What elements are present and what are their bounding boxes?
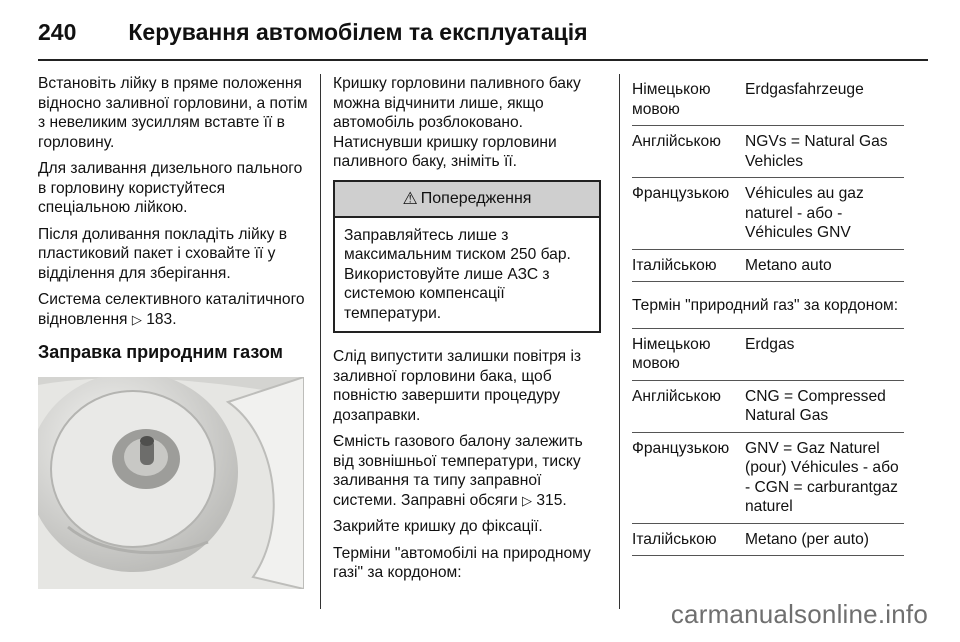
paragraph: Після доливання покладіть лійку в пластиковий пакет і сховайте її у відділення для зберігання.	[38, 225, 288, 282]
paragraph: Встановіть лійку в пряме положення відносно заливної горловини, а потім з невеликим зусиллям вставте її в горловину.	[38, 75, 308, 151]
terms-table-gas	[632, 329, 904, 557]
warning-box	[333, 180, 601, 334]
paragraph: Для заливання дизельного пального в горловину користуйтеся спеціальною лійкою.	[38, 160, 303, 216]
term-cell: Metano (per auto)	[745, 530, 869, 548]
warning-text: Заправляйтесь лише з максимальним тиском 250 бар. Використовуйте лише АЗС з системою компенсації температури.	[344, 226, 571, 322]
language-cell: Італійською	[632, 256, 717, 274]
warning-header	[335, 182, 599, 218]
column-divider	[320, 74, 321, 609]
paragraph	[333, 432, 603, 510]
column-right	[632, 74, 904, 556]
language-cell: Німецькою мовою	[632, 335, 711, 372]
table-row	[632, 126, 904, 178]
paragraph-text: Ємність газового балону залежить від зовнішньої температури, тиску заливання та типу заправної системи. Заправні обсяги	[333, 433, 583, 509]
fuel-filler-photo	[38, 377, 304, 589]
column-left	[38, 74, 310, 589]
terms-table-vehicles	[632, 74, 904, 282]
table-row	[632, 524, 904, 557]
table-row	[632, 329, 904, 381]
fuel-filler-illustration	[38, 377, 304, 589]
watermark: carmanualsonline.info	[670, 599, 928, 629]
term-cell: Véhicules au gaz naturel - або - Véhicules GNV	[745, 185, 864, 241]
term-cell: GNV = Gaz Naturel (pour) Véhicules - або - CGN = carburantgaz naturel	[745, 439, 899, 515]
paragraph: Кришку горловини паливного баку можна відчинити лише, якщо автомобіль розблоковано. Натиснувши кришку горловини паливного баку, зніміть її.	[333, 75, 581, 170]
term-cell: NGVs = Natural Gas Vehicles	[745, 133, 888, 170]
page-reference-icon: ▷	[522, 492, 533, 508]
table-row	[632, 381, 904, 433]
term-cell: Erdgasfahrzeuge	[745, 81, 864, 98]
term-cell: Erdgas	[745, 335, 795, 353]
paragraph-text: Система селективного каталітичного відновлення	[38, 291, 305, 328]
paragraph: Терміни "автомобілі на природному газі" за кордоном:	[333, 544, 591, 581]
column-divider	[619, 74, 620, 609]
reference-link[interactable]: 183.	[146, 310, 177, 328]
warning-triangle-icon: ⚠	[402, 188, 418, 208]
warning-title: Попередження	[420, 189, 532, 207]
language-cell: Німецькою мовою	[632, 81, 711, 118]
paragraph: Термін "природний газ" за кордоном:	[632, 297, 899, 314]
language-cell: Французькою	[632, 439, 730, 457]
language-cell: Французькою	[632, 185, 730, 202]
page-reference-icon: ▷	[131, 311, 142, 327]
column-middle	[333, 74, 603, 590]
term-cell: CNG = Compressed Natural Gas	[745, 387, 886, 424]
language-cell: Англійською	[632, 133, 721, 150]
page-title: Керування автомобілем та експлуатація	[128, 18, 588, 45]
table-row	[632, 74, 904, 126]
page-header	[38, 12, 588, 52]
term-cell: Metano auto	[745, 256, 832, 274]
paragraph: Слід випустити залишки повітря із заливної горловини бака, щоб повністю завершити процедуру дозаправки.	[333, 348, 582, 424]
language-cell: Англійською	[632, 387, 721, 405]
page-number: 240	[38, 18, 77, 45]
reference-link[interactable]: 315.	[536, 491, 567, 509]
table-row	[632, 250, 904, 283]
header-divider	[38, 59, 928, 61]
paragraph	[38, 290, 310, 329]
paragraph: Закрийте кришку до фіксації.	[333, 518, 543, 535]
table-row	[632, 433, 904, 524]
language-cell: Італійською	[632, 530, 717, 548]
table-row	[632, 178, 904, 250]
section-title: Заправка природним газом	[38, 342, 283, 362]
